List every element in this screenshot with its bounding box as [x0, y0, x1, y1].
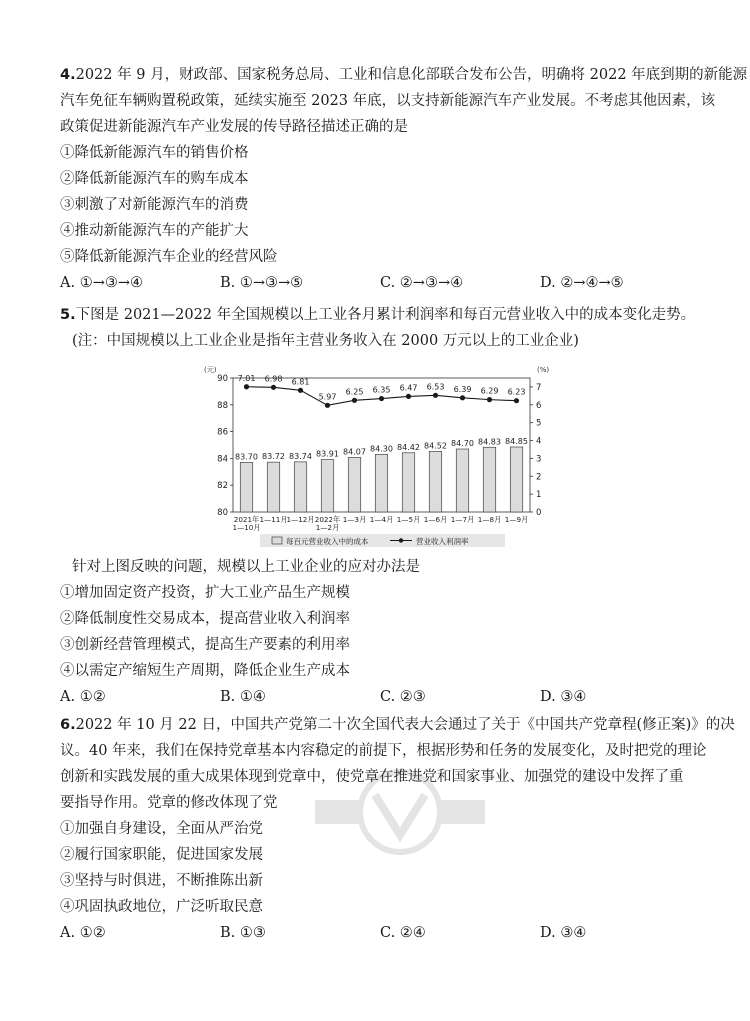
option-d[interactable]: D. ③④ [540, 689, 587, 705]
answer-options [60, 920, 700, 946]
line-value-label: 6.81 [291, 377, 310, 387]
right-axis-unit: (%) [537, 366, 550, 374]
right-tick-label: 0 [536, 508, 542, 518]
x-category-label: 1—12月 [286, 515, 315, 524]
statement-item: ①增加固定资产投资，扩大工业产品生产规模 [60, 585, 350, 601]
x-category-label: 1—11月 [259, 515, 288, 524]
bar [294, 462, 306, 512]
statement-item: ④推动新能源汽车的产能扩大 [60, 223, 249, 239]
x-category-label: 1—7月 [450, 515, 475, 524]
question-number: 6. [60, 717, 76, 733]
line-value-label: 6.23 [507, 387, 526, 397]
x-category-label: 1—6月 [423, 515, 448, 524]
option-b[interactable]: B. ①③ [220, 925, 266, 941]
chart-svg [200, 362, 555, 550]
x-category-label: 2021年 [233, 515, 260, 524]
right-tick-label: 6 [536, 400, 542, 411]
bar [375, 454, 387, 512]
line-point [487, 397, 492, 402]
right-tick-label: 4 [536, 436, 542, 447]
left-tick-label: 82 [217, 481, 228, 492]
option-d[interactable]: D. ②→④→⑤ [540, 275, 624, 291]
right-tick-label: 5 [536, 418, 542, 429]
x-category-label: 1—2月 [315, 523, 340, 532]
bar-value-label: 84.07 [343, 447, 366, 457]
question-stem-line: 要指导作用。党章的修改体现了党 [60, 795, 278, 811]
left-tick-label: 88 [217, 400, 228, 411]
x-category-label: 1—9月 [504, 515, 529, 524]
statement-item: ③刺激了对新能源汽车的消费 [60, 197, 249, 213]
x-category-label: 1—10月 [232, 523, 261, 532]
option-a[interactable]: A. ①② [60, 689, 106, 705]
legend-bar-swatch [272, 537, 282, 544]
statement-item: ④以需定产缩短生产周期，降低企业生产成本 [60, 663, 350, 679]
bar [429, 451, 441, 512]
x-category-label: 1—3月 [342, 515, 367, 524]
bar [402, 453, 414, 512]
line-point [325, 403, 330, 408]
line-value-label: 7.01 [237, 373, 256, 383]
question-5 [60, 302, 700, 354]
statement-item: ②履行国家职能，促进国家发展 [60, 847, 263, 863]
question-stem-line: 下图是 2021—2022 年全国规模以上工业各月累计利润率和每百元营业收入中的成本变化走势。 [75, 307, 696, 323]
chart [200, 362, 555, 550]
legend-line-marker [399, 538, 403, 542]
question-note: (注：中国规模以上工业企业是指年主营业务收入在 2000 万元以上的工业企业) [72, 333, 579, 349]
legend-line-label: 营业收入利润率 [416, 537, 469, 546]
line-value-label: 6.35 [372, 385, 391, 395]
right-tick-label: 7 [536, 382, 542, 393]
x-category-label: 1—5月 [396, 515, 421, 524]
right-tick-label: 3 [536, 454, 542, 465]
question-stem-line: 政策促进新能源汽车产业发展的传导路径描述正确的是 [60, 119, 408, 135]
answer-options [60, 684, 700, 710]
bar-value-label: 84.42 [397, 442, 420, 452]
line-point [514, 398, 519, 403]
left-tick-label: 86 [217, 427, 228, 438]
question-stem-line: 议。40 年来，我们在保持党章基本内容稳定的前提下，根据形势和任务的发展变化，及时把党的理论 [60, 743, 707, 759]
line-value-label: 5.97 [318, 392, 337, 402]
question-number: 5. [60, 307, 76, 323]
line-value-label: 6.47 [399, 383, 418, 393]
option-a[interactable]: A. ①② [60, 925, 106, 941]
option-c[interactable]: C. ②③ [380, 689, 426, 705]
bar [483, 447, 495, 512]
left-axis-unit: (元) [204, 366, 217, 374]
statement-item: ④巩固执政地位，广泛听取民意 [60, 899, 263, 915]
option-b[interactable]: B. ①→③→⑤ [220, 275, 304, 291]
bar-value-label: 83.74 [289, 451, 312, 461]
line-value-label: 6.98 [264, 374, 283, 384]
watermark-logo [305, 765, 495, 860]
right-tick-label: 2 [536, 472, 542, 483]
line-point [379, 396, 384, 401]
left-tick-label: 80 [217, 508, 228, 518]
line-point [271, 385, 276, 390]
bar-value-label: 83.70 [235, 452, 258, 462]
question-stem-line: 2022 年 9 月，财政部、国家税务总局、工业和信息化部联合发布公告，明确将 2022 年底到期的新能源 [75, 67, 748, 83]
bar-value-label: 84.70 [451, 439, 474, 449]
question-stem-line: 创新和实践发展的重大成果体现到党章中，使党章在推进党和国家事业、加强党的建设中发挥了重 [60, 769, 684, 785]
bar [456, 449, 468, 512]
bar-value-label: 84.85 [505, 437, 528, 447]
line-value-label: 6.53 [426, 382, 445, 392]
right-tick-label: 1 [536, 490, 542, 501]
line-point [244, 384, 249, 389]
line-point [460, 395, 465, 400]
question-stem-line: 汽车免征车辆购置税政策，延续实施至 2023 年底，以支持新能源汽车产业发展。不考虑其他因素，该 [60, 93, 716, 109]
left-tick-label: 84 [217, 454, 228, 465]
bar-value-label: 83.72 [262, 452, 285, 462]
option-c[interactable]: C. ②④ [380, 925, 426, 941]
statement-item: ②降低新能源汽车的购车成本 [60, 171, 249, 187]
question-number: 4. [60, 67, 76, 83]
line-point [406, 394, 411, 399]
question-stem-line: 2022 年 10 月 22 日，中国共产党第二十次全国代表大会通过了关于《中国共产党章程(修正案)》的决 [75, 717, 735, 733]
line-point [352, 398, 357, 403]
bar-value-label: 84.83 [478, 437, 501, 447]
bar [321, 460, 333, 512]
statement-item: ⑤降低新能源汽车企业的经营风险 [60, 249, 278, 265]
bar [240, 462, 252, 512]
option-b[interactable]: B. ①④ [220, 689, 266, 705]
line-point [298, 388, 303, 393]
left-tick-label: 90 [217, 374, 228, 384]
statement-item: ②降低制度性交易成本，提高营业收入利润率 [60, 611, 350, 627]
option-c[interactable]: C. ②→③→④ [380, 275, 464, 291]
question-prompt: 针对上图反映的问题，规模以上工业企业的应对办法是 [72, 559, 420, 575]
statement-item: ③坚持与时俱进，不断推陈出新 [60, 873, 263, 889]
option-a[interactable]: A. ①→③→④ [60, 275, 143, 291]
statement-item: ③创新经营管理模式，提高生产要素的利用率 [60, 637, 350, 653]
x-category-label: 1—8月 [477, 515, 502, 524]
bar [510, 447, 522, 512]
bar [267, 462, 279, 512]
line-value-label: 6.29 [480, 386, 499, 396]
line-point [433, 393, 438, 398]
x-category-label: 1—4月 [369, 515, 394, 524]
legend-bar-label: 每百元营业收入中的成本 [286, 537, 369, 546]
answer-options [60, 270, 700, 296]
statement-item: ①降低新能源汽车的销售价格 [60, 145, 249, 161]
bar-value-label: 84.52 [424, 441, 447, 451]
question-5-continued [60, 554, 700, 710]
line-value-label: 6.39 [453, 384, 472, 394]
x-category-label: 2022年 [314, 515, 341, 524]
statement-item: ①加强自身建设，全面从严治党 [60, 821, 263, 837]
option-d[interactable]: D. ③④ [540, 925, 587, 941]
question-4 [60, 62, 748, 296]
bar [348, 457, 360, 512]
bar-value-label: 83.91 [316, 449, 339, 459]
bar-value-label: 84.30 [370, 444, 393, 454]
line-value-label: 6.25 [345, 387, 364, 397]
